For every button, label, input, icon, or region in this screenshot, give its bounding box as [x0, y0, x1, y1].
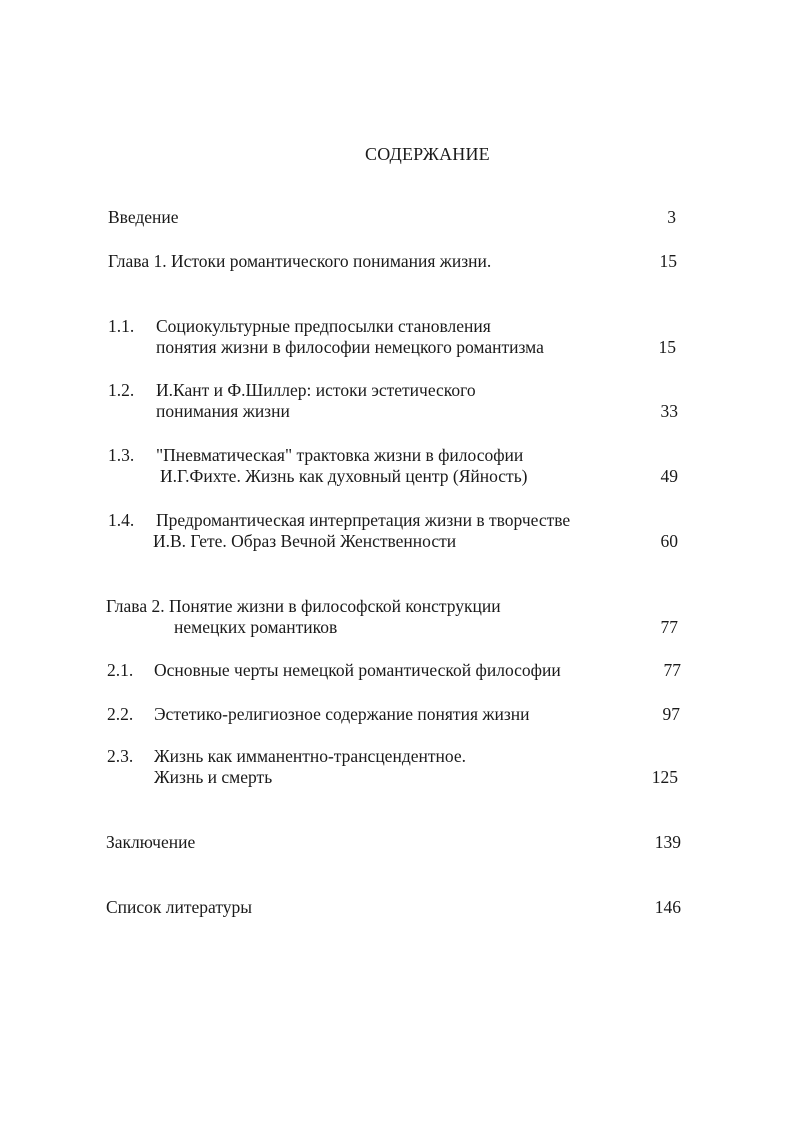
toc-entry-conclusion-label: Заключение: [106, 832, 196, 852]
toc-section-2-3-number: 2.3.: [107, 746, 134, 766]
toc-section-1-2-line2: понимания жизни: [156, 401, 290, 421]
toc-section-1-3-line2: И.Г.Фихте. Жизнь как духовный центр (Яйность): [160, 466, 528, 486]
toc-chapter2-line1: Глава 2. Понятие жизни в философской конструкции: [106, 596, 501, 616]
toc-section-1-1-number: 1.1.: [108, 316, 135, 336]
toc-section-1-2-number: 1.2.: [108, 380, 135, 400]
toc-chapter2-line2: немецких романтиков: [174, 617, 338, 637]
toc-section-1-4-line2: И.В. Гете. Образ Вечной Женственности: [153, 531, 457, 551]
toc-section-1-4-page: 60: [660, 531, 678, 551]
toc-section-1-4-number: 1.4.: [108, 510, 135, 530]
toc-section-1-3-number: 1.3.: [108, 445, 135, 465]
toc-title: СОДЕРЖАНИЕ: [365, 144, 490, 164]
toc-chapter1-label: Глава 1. Истоки романтического понимания жизни.: [108, 251, 492, 271]
toc-section-1-2-line1: И.Кант и Ф.Шиллер: истоки эстетического: [156, 380, 476, 400]
toc-section-1-1-line1: Социокультурные предпосылки становления: [156, 316, 491, 336]
toc-entry-references-page: 146: [654, 897, 681, 917]
toc-entry-intro-label: Введение: [108, 207, 179, 227]
toc-section-2-1-page: 77: [663, 660, 681, 680]
toc-section-2-2-label: Эстетико-религиозное содержание понятия жизни: [154, 704, 530, 724]
toc-entry-intro-page: 3: [667, 207, 676, 227]
toc-section-1-1-line2: понятия жизни в философии немецкого романтизма: [156, 337, 544, 357]
toc-section-2-1-label: Основные черты немецкой романтической философии: [154, 660, 561, 680]
toc-section-2-3-page: 125: [651, 767, 678, 787]
toc-section-1-2-page: 33: [660, 401, 678, 421]
toc-section-2-2-number: 2.2.: [107, 704, 134, 724]
toc-section-1-4-line1: Предромантическая интерпретация жизни в творчестве: [156, 510, 571, 530]
toc-section-1-3-line1: "Пневматическая" трактовка жизни в философии: [156, 445, 524, 465]
toc-entry-conclusion-page: 139: [654, 832, 681, 852]
toc-section-1-1-page: 15: [658, 337, 676, 357]
toc-chapter1-page: 15: [659, 251, 677, 271]
toc-section-2-1-number: 2.1.: [107, 660, 134, 680]
toc-chapter2-page: 77: [660, 617, 678, 637]
toc-section-1-3-page: 49: [660, 466, 678, 486]
toc-entry-references-label: Список литературы: [106, 897, 253, 917]
toc-section-2-2-page: 97: [662, 704, 680, 724]
toc-section-2-3-line1: Жизнь как имманентно-трансцендентное.: [154, 746, 466, 766]
toc-section-2-3-line2: Жизнь и смерть: [154, 767, 273, 787]
